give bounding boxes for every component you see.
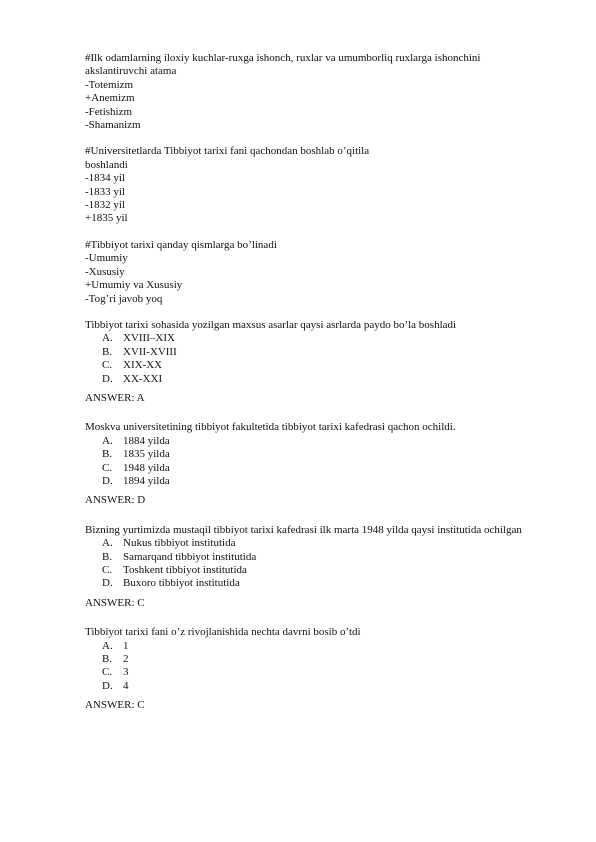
question-block	[85, 626, 535, 712]
question-text: akslantiruvchi atama	[85, 65, 177, 78]
option-letter: C.	[102, 461, 113, 474]
question-block	[85, 145, 535, 225]
question-text: Tibbiyot tarixi sohasida yozilgan maxsus asarlar qaysi asrlarda paydo bo’la boshladi	[85, 318, 457, 331]
question-block	[85, 52, 535, 132]
option-text: 3	[123, 666, 129, 679]
option-text: +1835 yil	[85, 212, 128, 225]
option-letter: A.	[102, 537, 113, 550]
question-text: boshlandi	[85, 158, 128, 171]
option-text: -Xususiy	[85, 265, 125, 278]
option-item	[85, 537, 535, 550]
option-text: 4	[123, 679, 129, 692]
option-text: 1835 yilda	[123, 448, 170, 461]
answer-line: ANSWER: C	[85, 596, 145, 609]
option-item	[85, 680, 535, 693]
option-letter: C.	[102, 564, 113, 576]
answer-line: ANSWER: D	[85, 494, 146, 507]
option-text: 2	[123, 653, 129, 666]
option-letter: D.	[102, 372, 113, 385]
option-letter: D.	[102, 577, 113, 590]
question-text: Moskva universitetining tibbiyot fakultetida tibbiyot tarixi kafedrasi qachon ochildi.	[85, 421, 456, 434]
option-text: 1948 yilda	[123, 461, 170, 474]
option-letter: A.	[102, 332, 113, 345]
option-text: -Shamanizm	[85, 119, 141, 132]
option-letter: C.	[102, 359, 113, 372]
option-item	[85, 435, 535, 448]
option-text: -Tog’ri javob yoq	[85, 292, 163, 305]
question-text: Tibbiyot tarixi fani o’z rivojlanishida nechta davrni bosib o’tdi	[85, 626, 361, 639]
question-block	[85, 319, 535, 405]
option-text: Nukus tibbiyot institutida	[123, 537, 236, 550]
option-item	[85, 653, 535, 666]
answer-line: ANSWER: C	[85, 699, 145, 712]
question-text: #Tibbiyot tarixi qanday qismlarga bo’linadi	[85, 238, 277, 251]
option-text: Buxoro tibbiyot institutida	[123, 577, 240, 590]
option-text: 1884 yilda	[123, 434, 170, 447]
option-text: -Umumiy	[85, 252, 128, 265]
option-item	[85, 373, 535, 386]
option-letter: B.	[102, 653, 113, 666]
option-item	[85, 551, 535, 564]
option-item	[85, 359, 535, 372]
question-text: Bizning yurtimizda mustaqil tibbiyot tarixi kafedrasi ilk marta 1948 yilda qaysi institutida ochilgan	[85, 523, 522, 536]
option-item	[85, 577, 535, 590]
option-text: Samarqand tibbiyot institutida	[123, 550, 257, 563]
option-text: 1894 yilda	[123, 474, 170, 487]
option-list	[85, 332, 535, 386]
question-block	[85, 524, 535, 610]
question-text: #Ilk odamlarning iloxiy kuchlar-ruxga ishonch, ruxlar va umumborliq ruxlarga ishonchini	[85, 52, 481, 64]
question-block	[85, 239, 535, 306]
option-text: -Totemizm	[85, 78, 134, 91]
option-letter: C.	[102, 666, 113, 679]
option-text: +Anemizm	[85, 92, 135, 105]
option-item	[85, 640, 535, 653]
option-list	[85, 537, 535, 591]
option-letter: D.	[102, 474, 113, 487]
option-text: -1832 yil	[85, 199, 126, 212]
option-text: -1834 yil	[85, 172, 126, 185]
option-item	[85, 666, 535, 679]
question-text: #Universitetlarda Tibbiyot tarixi fani qachondan boshlab o’qitila	[85, 145, 370, 158]
option-letter: A.	[102, 639, 113, 652]
question-block	[85, 421, 535, 507]
answer-line: ANSWER: A	[85, 391, 145, 404]
option-list	[85, 435, 535, 489]
document-page	[85, 52, 535, 729]
option-item	[85, 346, 535, 359]
option-text: XIX-XX	[123, 359, 163, 372]
option-text: 1	[123, 639, 129, 652]
option-text: XVIII–XIX	[123, 332, 175, 345]
option-text: -1833 yil	[85, 185, 126, 198]
option-item	[85, 475, 535, 488]
option-text: XX-XXI	[123, 372, 163, 385]
option-item	[85, 448, 535, 461]
option-letter: D.	[102, 679, 113, 692]
option-letter: B.	[102, 345, 113, 358]
option-letter: A.	[102, 434, 113, 447]
option-text: +Umumiy va Xususiy	[85, 279, 183, 292]
option-item	[85, 564, 535, 577]
option-item	[85, 462, 535, 475]
option-text: -Fetishizm	[85, 105, 133, 118]
option-list	[85, 640, 535, 694]
option-text: Toshkent tibbiyot institutida	[123, 564, 247, 576]
option-item	[85, 332, 535, 345]
option-text: XVII-XVIII	[123, 345, 177, 358]
option-letter: B.	[102, 550, 113, 563]
option-letter: B.	[102, 448, 113, 461]
